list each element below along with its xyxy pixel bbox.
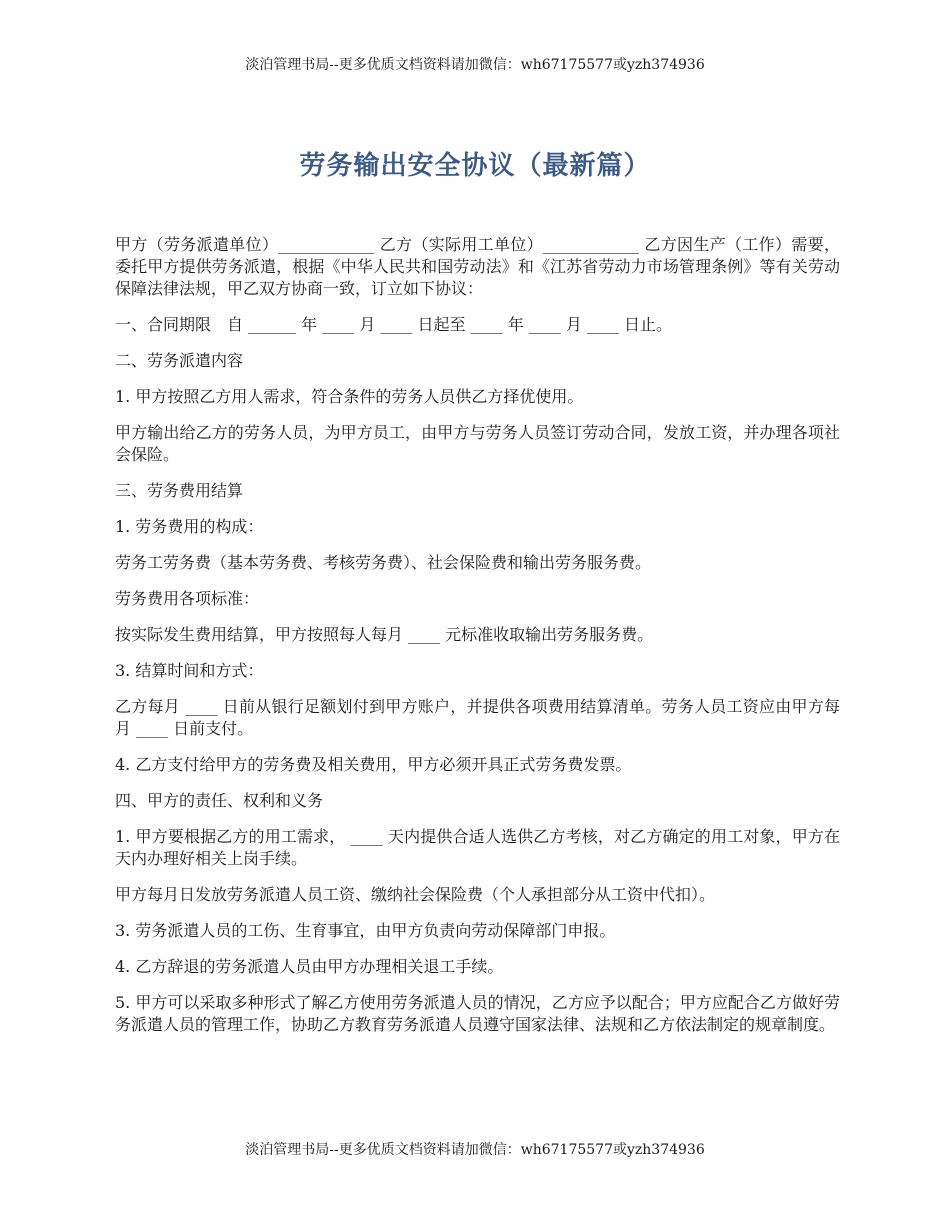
document-title: 劳务输出安全协议（最新篇） bbox=[299, 151, 651, 181]
paragraph: 3. 结算时间和方式： bbox=[115, 661, 264, 680]
paragraph: 乙方每月 ____ 日前从银行足额划付到甲方账户，并提供各项费用结算清单。劳务人员工资应由甲方每月 ____ 日前支付。 bbox=[115, 697, 840, 738]
paragraph: 1. 甲方要根据乙方的用工需求， ____ 天内提供合适人选供乙方考核，对乙方确定的用工对象，甲方在天内办理好相关上岗手续。 bbox=[115, 827, 840, 868]
intro-paragraph: 甲方（劳务派遣单位）____________ 乙方（实际用工单位）____________ 乙方因生产（工作）需要，委托甲方提供劳务派遣，根据《中华人民共和国劳动法》和《江苏省劳动力市场管理条例》等有关劳动保障法律法规，甲乙双方协商一致，订立如下协议： bbox=[115, 235, 840, 298]
section-heading: 二、劳务派遣内容 bbox=[115, 351, 244, 370]
page-footer: 淡泊管理书局--更多优质文档资料请加微信：wh67175577或yzh374936 bbox=[245, 1142, 705, 1158]
paragraph: 劳务工劳务费（基本劳务费、考核劳务费）、社会保险费和输出劳务服务费。 bbox=[115, 553, 652, 572]
paragraph: 4. 乙方支付给甲方的劳务费及相关费用，甲方必须开具正式劳务费发票。 bbox=[115, 755, 632, 774]
paragraph: 1. 甲方按照乙方用人需求，符合条件的劳务人员供乙方择优使用。 bbox=[115, 387, 584, 406]
paragraph: 甲方每月日发放劳务派遣人员工资、缴纳社会保险费（个人承担部分从工资中代扣）。 bbox=[115, 885, 716, 904]
paragraph: 4. 乙方辞退的劳务派遣人员由甲方办理相关退工手续。 bbox=[115, 957, 504, 976]
paragraph: 5. 甲方可以采取多种形式了解乙方使用劳务派遣人员的情况，乙方应予以配合；甲方应配合乙方做好劳务派遣人员的管理工作，协助乙方教育劳务派遣人员遵守国家法律、法规和乙方依法制定的规章制度。 bbox=[115, 993, 840, 1034]
paragraph: 按实际发生费用结算，甲方按照每人每月 ____ 元标准收取输出劳务服务费。 bbox=[115, 625, 654, 644]
page-header: 淡泊管理书局--更多优质文档资料请加微信：wh67175577或yzh374936 bbox=[245, 57, 705, 73]
paragraph: 甲方输出给乙方的劳务人员，为甲方员工，由甲方与劳务人员签订劳动合同，发放工资，并办理各项社会保险。 bbox=[115, 423, 840, 464]
section-heading: 三、劳务费用结算 bbox=[115, 481, 244, 500]
document-body bbox=[115, 234, 840, 1050]
paragraph: 3. 劳务派遣人员的工伤、生育事宜，由甲方负责向劳动保障部门申报。 bbox=[115, 921, 616, 940]
section-heading: 四、甲方的责任、权利和义务 bbox=[115, 791, 324, 810]
paragraph: 劳务费用各项标准： bbox=[115, 589, 260, 608]
contract-term: 一、合同期限 自 ______ 年 ____ 月 ____ 日起至 ____ 年 ____ 月 ____ 日止。 bbox=[115, 315, 673, 334]
paragraph: 1. 劳务费用的构成： bbox=[115, 517, 264, 536]
